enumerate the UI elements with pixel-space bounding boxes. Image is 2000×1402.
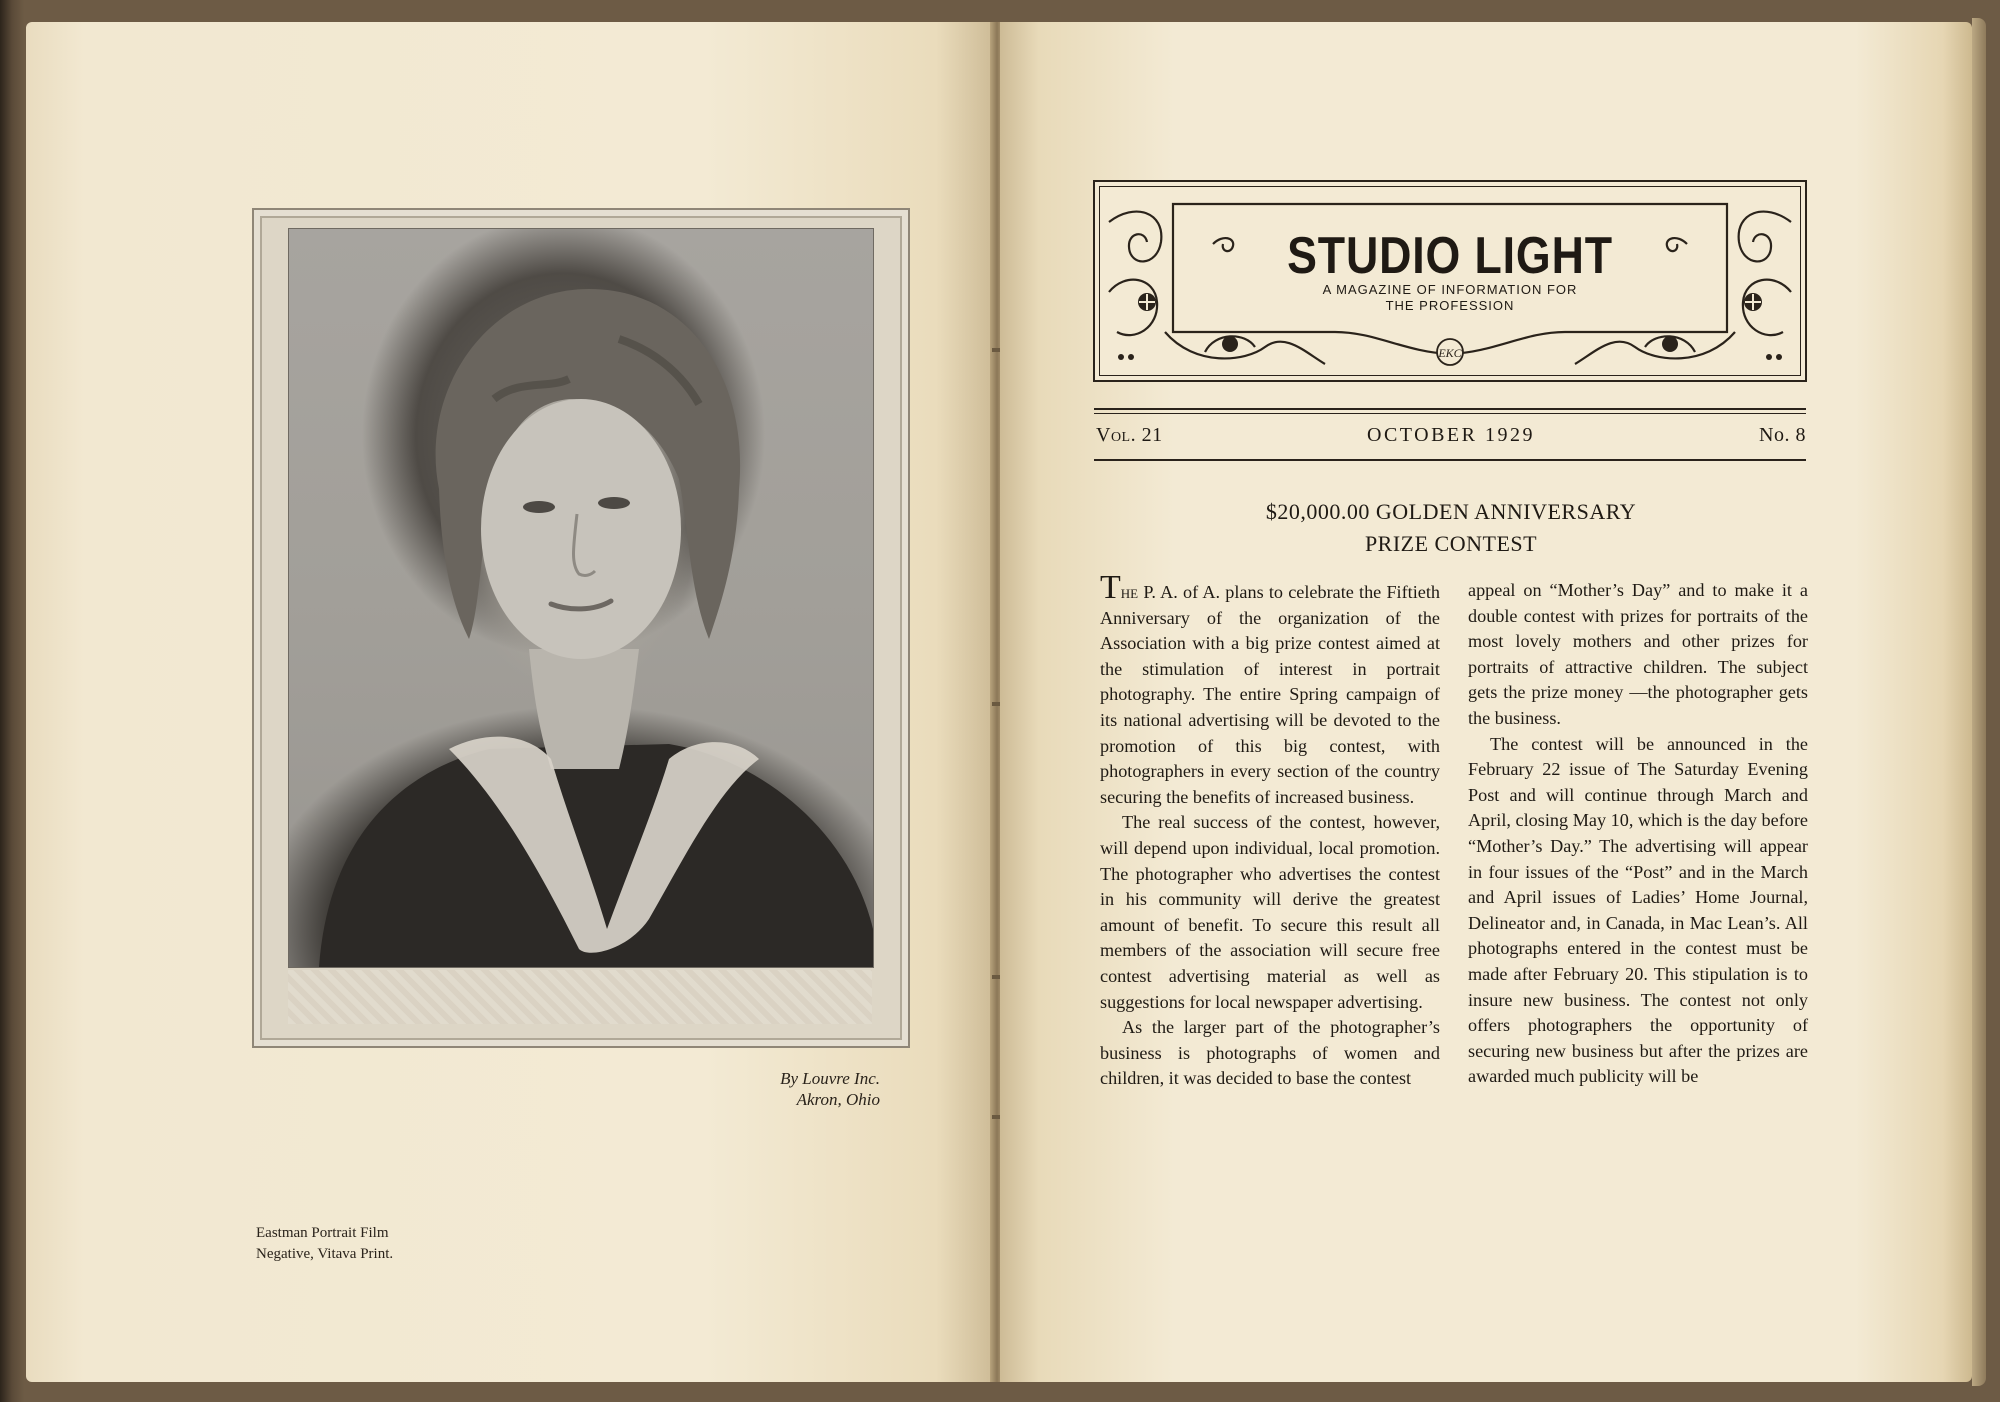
magazine-subtitle <box>1095 282 1805 314</box>
paragraph: appeal on “Mother’s Day” and to make it a double contest with prizes for portraits of the most lovely mothers and other prizes for portraits of attractive children. The subject gets the prize money —the photographer gets the business. <box>1468 580 1808 728</box>
photo-credit-line-1: By Louvre Inc. <box>780 1069 880 1088</box>
photo-credit <box>780 1068 880 1110</box>
rule-top <box>1094 408 1806 410</box>
photo-credit-line-2: Akron, Ohio <box>796 1090 880 1109</box>
paragraph: As the larger part of the photographer’s business is photographs of women and children, it was decided to base the contest <box>1100 1017 1440 1089</box>
paragraph: The real success of the contest, however, will depend upon individual, local promotion. The photographer who advertises the contest in his community will derive the greatest amount of benefit. To secure this result all members of the association will secure free contest advertising material as well as suggestions for local newspaper advertising. <box>1100 812 1440 1012</box>
issue-line <box>1096 424 1806 448</box>
article-column-2 <box>1468 578 1808 1090</box>
lead-smallcaps: he <box>1120 582 1139 602</box>
portrait-figure <box>289 229 873 967</box>
portrait-photo <box>288 228 874 968</box>
process-note-line-1: Eastman Portrait Film <box>256 1225 389 1241</box>
issue-number: No. 8 <box>1759 424 1806 446</box>
paragraph-text: P. A. of A. plans to celebrate the Fiftieth Anniversary of the organization of the Association with a big prize contest aimed at the stimulation of interest in portrait photography. The entire Spring campaign of its national advertising will be devoted to the promotion of this big contest, with photographers in every section of the country securing the benefits of increased business. <box>1100 582 1440 807</box>
drop-cap: T <box>1100 569 1121 606</box>
article-headline <box>1096 496 1806 560</box>
process-note-line-2: Negative, Vitava Print. <box>256 1246 394 1262</box>
paragraph: The contest will be announced in the February 22 issue of The Saturday Evening Post and will continue through March and April, closing May 10, which is the day before “Mother’s Day.” The advertising will appear in four issues of the “Post” and in the March and April issues of Ladies’ Home Journal, Delineator and, in Canada, in Mac Lean’s. All photographs entered in the contest must be made after February 20. This stipulation is to insure new business. The contest not only offers photographers the opportunity of securing new business but after the prizes are awarded much publicity will be <box>1468 733 1808 1087</box>
headline-line-1: $20,000.00 GOLDEN ANNIVERSARY <box>1265 499 1637 524</box>
paragraph <box>1100 569 1440 810</box>
article-column-1 <box>1100 569 1440 1092</box>
right-page <box>1000 22 1972 1382</box>
page-edge <box>1972 18 1986 1386</box>
rule-top-thin <box>1094 413 1806 414</box>
mat-texture <box>288 970 872 1024</box>
subtitle-line-1: A MAGAZINE OF INFORMATION FOR <box>1322 282 1578 297</box>
portrait-plate <box>252 208 910 1048</box>
masthead <box>1093 180 1807 382</box>
subtitle-line-2: THE PROFESSION <box>1385 298 1515 313</box>
magazine-title: STUDIO LIGHT <box>1287 227 1613 285</box>
rule-bottom <box>1094 459 1806 461</box>
ekc-monogram: EKC <box>1438 346 1462 360</box>
headline-line-2: PRIZE CONTEST <box>1364 531 1538 556</box>
issue-date: OCTOBER 1929 <box>1367 424 1535 446</box>
process-note <box>256 1223 393 1265</box>
issue-volume: Vol. 21 <box>1096 424 1163 446</box>
left-page <box>26 22 994 1382</box>
